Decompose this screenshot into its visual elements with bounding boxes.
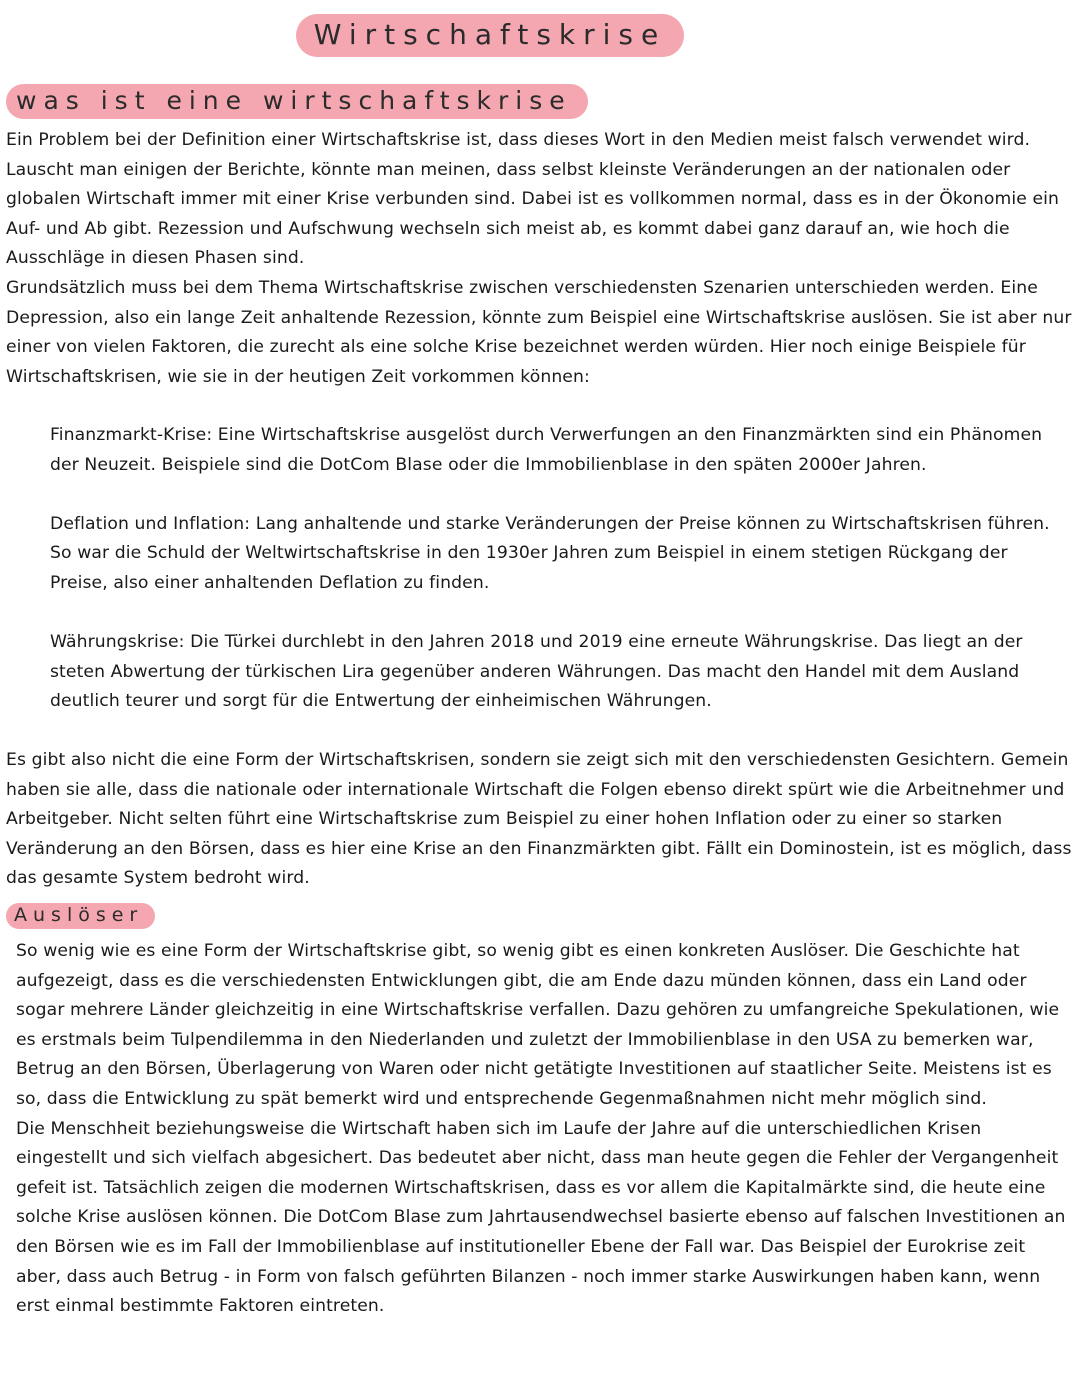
paragraph: So wenig wie es eine Form der Wirtschaftskrise gibt, so wenig gibt es einen konkreten Auslöser. Die Geschichte hat aufgezeigt, dass es die verschiedensten Entwicklungen gibt, die am Ende dazu münden können, dass ein Land oder sogar mehrere Länder gleichzeitig in eine Wirtschaftskrise verfallen. Dazu gehören zu umfangreiche Spekulationen, wie es erstmals beim Tulpendilemma in den Niederlanden und zuletzt der Immobilienblase in den USA zu bemerken war, Betrug an den Börsen, Überlagerung von Waren oder nicht getätigte Investitionen auf staatlicher Seite. Meistens ist es so, dass die Entwicklung zu spät bemerkt wird und entsprechende Gegenmaßnahmen nicht mehr möglich sind. <box>16 941 1060 1109</box>
paragraph: Grundsätzlich muss bei dem Thema Wirtschaftskrise zwischen verschiedensten Szenarien unterschieden werden. Eine Depression, also ein lange Zeit anhaltende Rezession, könnte zum Beispiel eine Wirtschaftskrise auslösen. Sie ist aber nur einer von vielen Faktoren, die zurecht als eine solche Krise bezeichnet werden würden. Hier noch einige Beispiele für Wirtschaftskrisen, wie sie in der heutigen Zeit vorkommen können: <box>6 277 1072 387</box>
section-heading-definition: was ist eine wirtschaftskrise <box>6 84 588 119</box>
summary-text <box>6 746 1072 894</box>
ausloeser-text <box>16 937 1072 1322</box>
intro-text <box>6 126 1072 392</box>
examples-list <box>50 421 1062 717</box>
paragraph: Die Menschheit beziehungsweise die Wirtschaft haben sich im Laufe der Jahre auf die unterschiedlichen Krisen eingestellt und sich vielfach abgesichert. Das bedeutet aber nicht, dass man heute gegen die Fehler der Vergangenheit gefeit ist. Tatsächlich zeigen die modernen Wirtschaftskrisen, dass es vor allem die Kapitalmärkte sind, die heute eine solche Krise auslösen können. Die DotCom Blase zum Jahrtausendwechsel basierte ebenso auf falschen Investitionen an den Börsen wie es im Fall der Immobilienblase auf institutioneller Ebene der Fall war. Das Beispiel der Eurokrise zeit aber, dass auch Betrug - in Form von falsch geführten Bilanzen - noch immer starke Auswirkungen haben kann, wenn erst einmal bestimmte Faktoren eintreten. <box>16 1118 1066 1317</box>
page-title-wrapper <box>0 14 1080 57</box>
page-title: Wirtschaftskrise <box>296 14 684 57</box>
example-item-waehrungskrise: Währungskrise: Die Türkei durchlebt in den Jahren 2018 und 2019 eine erneute Währungskrise. Das liegt an der steten Abwertung der türkischen Lira gegenüber anderen Währungen. Das macht den Handel mit dem Ausland deutlich teurer und sorgt für die Entwertung der einheimischen Währungen. <box>50 632 1023 712</box>
paragraph: Es gibt also nicht die eine Form der Wirtschaftskrisen, sondern sie zeigt sich mit den verschiedensten Gesichtern. Gemein haben sie alle, dass die nationale oder internationale Wirtschaft die Folgen ebenso direkt spürt wie die Arbeitnehmer und Arbeitgeber. Nicht selten führt eine Wirtschaftskrise zum Beispiel zu einer hohen Inflation oder zu einer so starken Veränderung an den Börsen, dass es hier eine Krise an den Finanzmärkten gibt. Fällt ein Dominostein, ist es möglich, dass das gesamte System bedroht wird. <box>6 750 1072 889</box>
section-heading-ausloeser: Auslöser <box>6 903 155 929</box>
example-item-deflation-inflation: Deflation und Inflation: Lang anhaltende und starke Veränderungen der Preise können zu Wirtschaftskrisen führen. So war die Schuld der Weltwirtschaftskrise in den 1930er Jahren zum Beispiel in einem stetigen Rückgang der Preise, also einer anhaltenden Deflation zu finden. <box>50 513 1050 593</box>
example-item-finanzmarkt: Finanzmarkt-Krise: Eine Wirtschaftskrise ausgelöst durch Verwerfungen an den Finanzmärkten sind ein Phänomen der Neuzeit. Beispiele sind die DotCom Blase oder die Immobilienblase in den späten 2000er Jahren. <box>50 425 1043 475</box>
paragraph: Ein Problem bei der Definition einer Wirtschaftskrise ist, dass dieses Wort in den Medien meist falsch verwendet wird. Lauscht man einigen der Berichte, könnte man meinen, dass selbst kleinste Veränderungen an der nationalen oder globalen Wirtschaft immer mit einer Krise verbunden sind. Dabei ist es vollkommen normal, dass es in der Ökonomie ein Auf- und Ab gibt. Rezession und Aufschwung wechseln sich meist ab, es kommt dabei ganz darauf an, wie hoch die Ausschläge in diesen Phasen sind. <box>6 130 1059 269</box>
